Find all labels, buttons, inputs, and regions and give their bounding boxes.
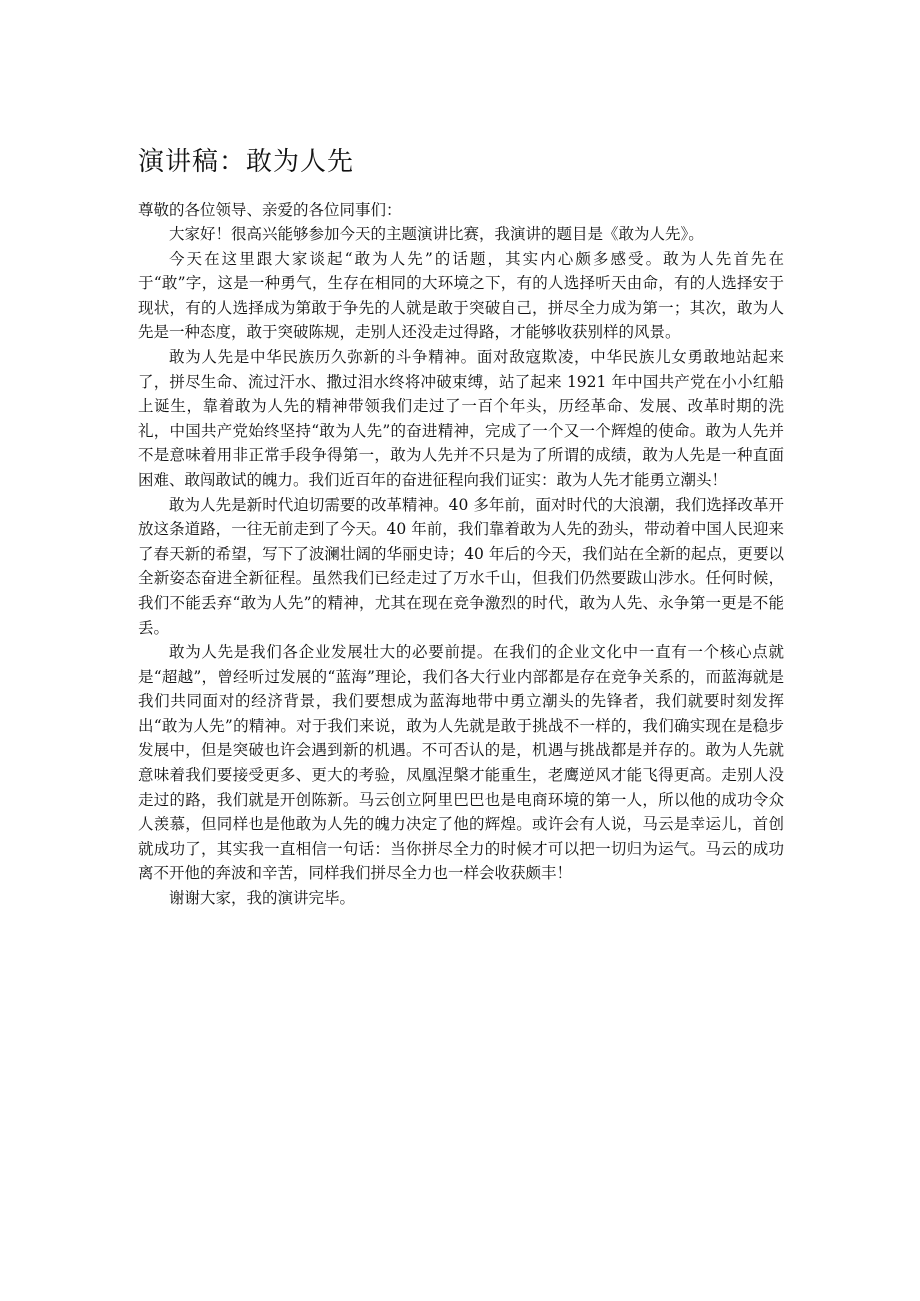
paragraph-reform-spirit: 敢为人先是新时代迫切需要的改革精神。40 多年前，面对时代的大浪潮，我们选择改革开放这条道路，一往无前走到了今天。40 年前，我们靠着敢为人先的劲头，带动着中国人民迎来了春天新的希望，写下了波澜壮阔的华丽史诗；40 年后的今天，我们站在全新的起点，更要以全新姿态奋进全新征程。虽然我们已经走过了万水千山，但我们仍然要跋山涉水。任何时候，我们不能丢弃“敢为人先”的精神，尤其在现在竞争激烈的时代，敢为人先、永争第一更是不能丢。 [138, 495, 784, 637]
paragraph-closing: 谢谢大家，我的演讲完毕。 [169, 889, 356, 908]
paragraph-enterprise: 敢为人先是我们各企业发展壮大的必要前提。在我们的企业文化中一直有一个核心点就是“超越”，曾经听过发展的“蓝海”理论，我们各大行业内部都是存在竞争关系的，而蓝海就是我们共同面对的经济背景，我们要想成为蓝海地带中勇立潮头的先锋者，我们就要时刻发挥出“敢为人先”的精神。对于我们来说，敢为人先就是敢于挑战不一样的，我们确实现在是稳步发展中，但是突破也许会遇到新的机遇。不可否认的是，机遇与挑战都是并存的。敢为人先就意味着我们要接受更多、更大的考验，凤凰涅槃才能重生，老鹰逆风才能飞得更高。走别人没走过的路，我们就是开创陈新。马云创立阿里巴巴也是电商环境的第一人，所以他的成功令众人羡慕，但同样也是他敢为人先的魄力决定了他的辉煌。或许会有人说，马云是幸运儿，首创就成功了，其实我一直相信一句话：当你拼尽全力的时候才可以把一切归为运气。马云的成功离不开他的奔波和辛苦，同样我们拼尽全力也一样会收获颇丰！ [138, 643, 784, 883]
salutation: 尊敬的各位领导、亲爱的各位同事们： [138, 201, 402, 219]
paragraph-national-spirit: 敢为人先是中华民族历久弥新的斗争精神。面对敌寇欺凌，中华民族儿女勇敢地站起来了，拼尽生命、流过汗水、撒过泪水终将冲破束缚，站了起来 1921 年中国共产党在小小红船上诞生，靠着敢为人先的精神带领我们走过了一百个年头，历经革命、发展、改革时期的洗礼，中国共产党始终坚持“敢为人先”的奋进精神，完成了一个又一个辉煌的使命。敢为人先并不是意味着用非正常手段争得第一，敢为人先并不只是为了所谓的成绩，敢为人先是一种直面困难、敢闯敢试的魄力。我们近百年的奋进征程向我们证实：敢为人先才能勇立潮头！ [138, 347, 784, 489]
paragraph-greeting: 大家好！很高兴能够参加今天的主题演讲比赛，我演讲的题目是《敢为人先》。 [169, 225, 704, 243]
document-title: 演讲稿：敢为人先 [138, 147, 355, 177]
document-page [138, 144, 784, 911]
paragraph-intro: 今天在这里跟大家谈起“敢为人先”的话题，其实内心颇多感受。敢为人先首先在于“敢”字，这是一种勇气，生存在相同的大环境之下，有的人选择听天由命，有的人选择安于现状，有的人选择成为第敢于争先的人就是敢于突破自己，拼尽全力成为第一；其次，敢为人先是一种态度，敢于突破陈规，走别人还没走过得路，才能够收获别样的风景。 [138, 249, 784, 342]
